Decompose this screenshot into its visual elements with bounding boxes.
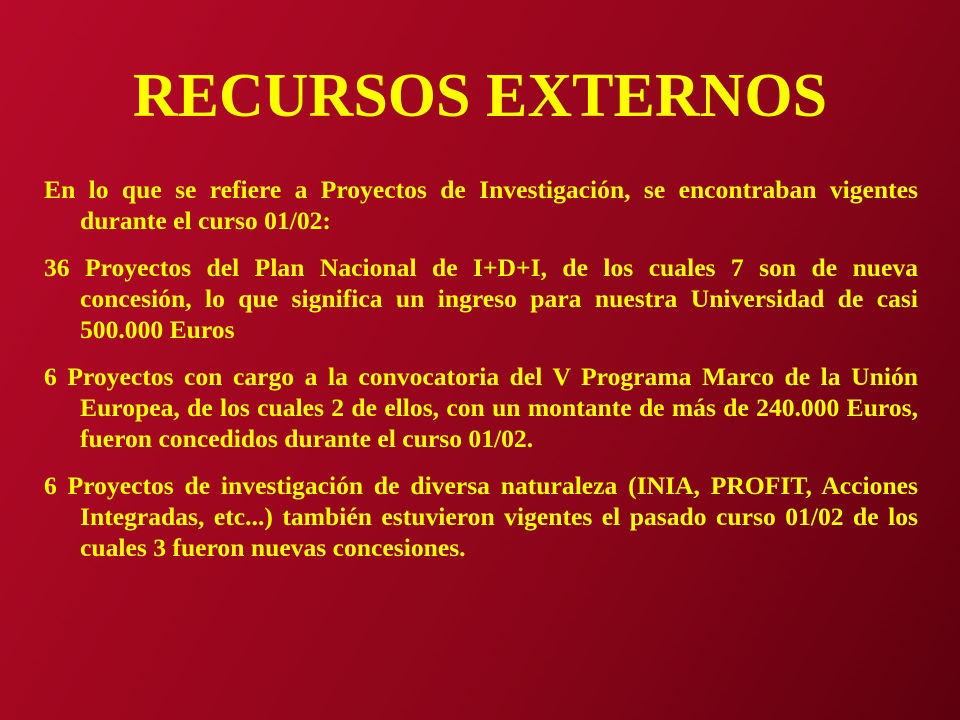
paragraph-intro: En lo que se refiere a Proyectos de Investigación, se encontraban vigentes durante el curso 01/02: (44, 175, 918, 235)
paragraph-plan-nacional: 36 Proyectos del Plan Nacional de I+D+I, de los cuales 7 son de nueva concesión, lo que significa un ingreso para nuestra Universidad de casi 500.000 Euros (44, 253, 918, 344)
paragraph-programa-marco: 6 Proyectos con cargo a la convocatoria del V Programa Marco de la Unión Europea, de los cuales 2 de ellos, con un montante de más de 240.000 Euros, fueron concedidos durante el curso 01/02. (44, 362, 918, 453)
slide-title: RECURSOS EXTERNOS (132, 62, 828, 130)
paragraph-otros-proyectos: 6 Proyectos de investigación de diversa naturaleza (INIA, PROFIT, Acciones Integradas, etc...) también estuvieron vigentes el pasado curso 01/02 de los cuales 3 fueron nuevas concesiones. (44, 471, 918, 562)
slide-body (44, 174, 918, 563)
